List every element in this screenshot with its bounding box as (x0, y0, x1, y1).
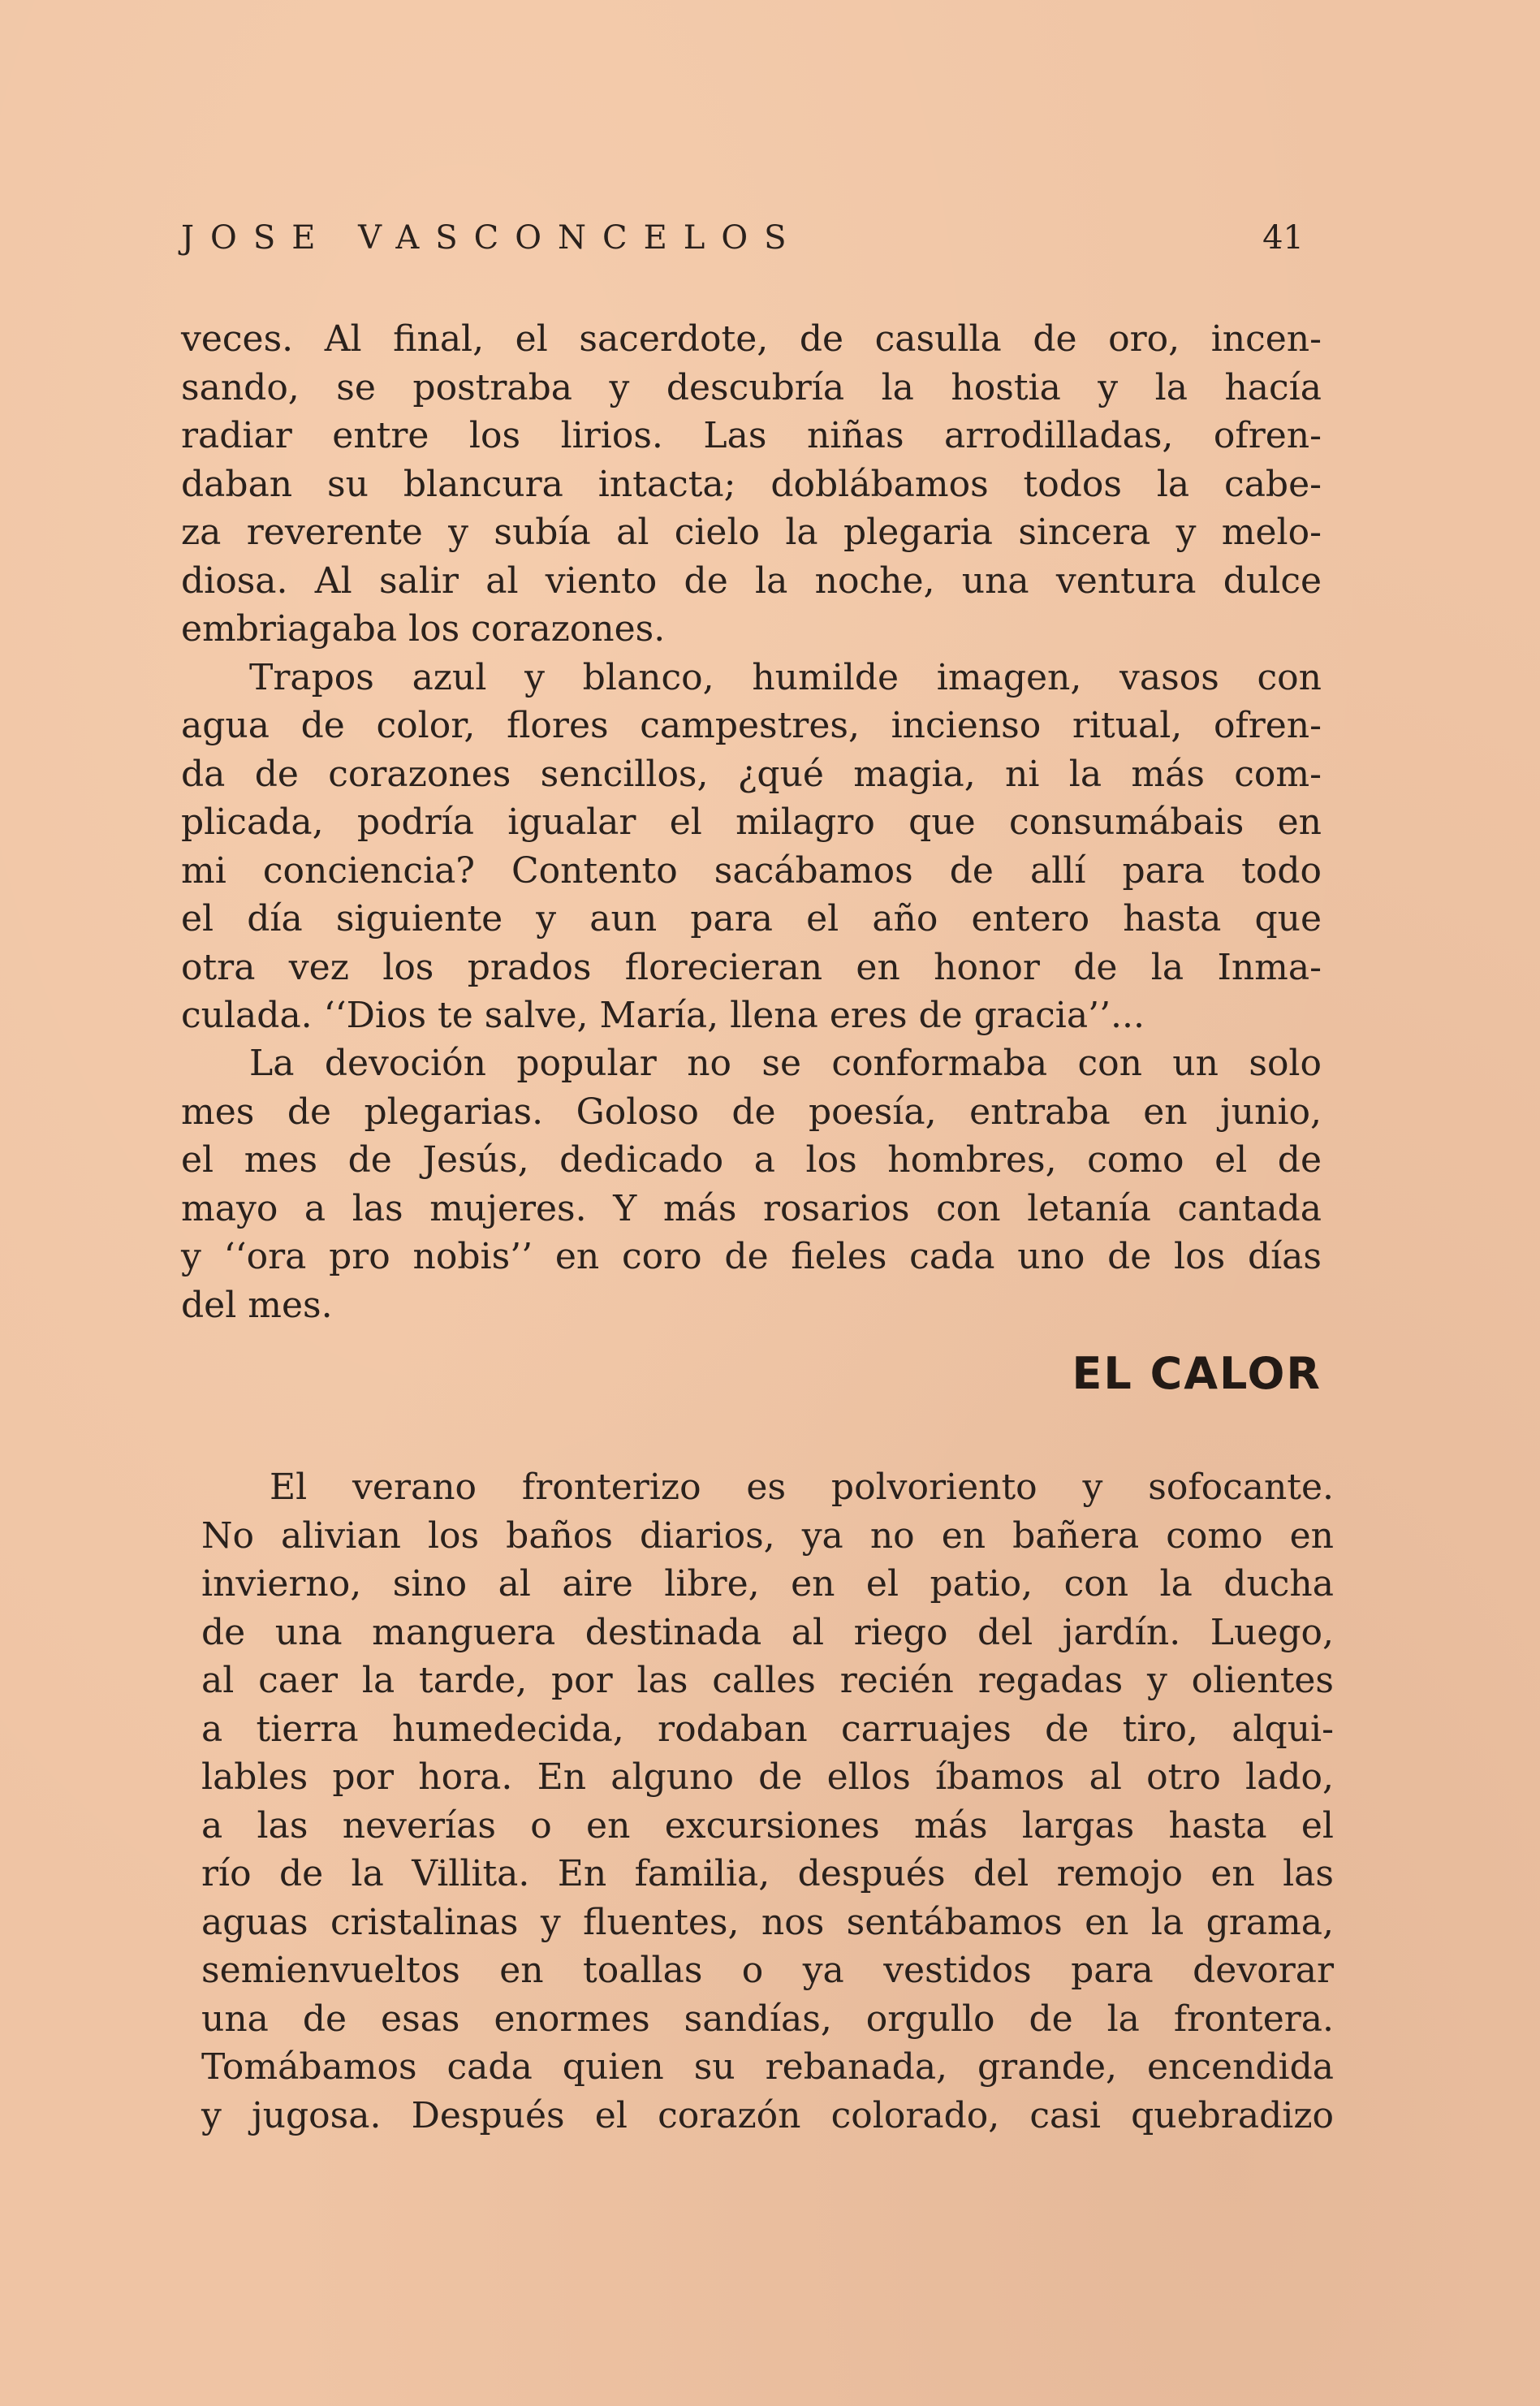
text-line: La devoción popular no se conformaba con un solo (249, 1043, 1322, 1084)
text-line: una de esas enormes sandías, orgullo de la frontera. (201, 1998, 1334, 2040)
text-line: a tierra humedecida, rodaban carruajes de tiro, alqui- (201, 1708, 1334, 1750)
text-line: otra vez los prados florecieran en honor de la Inma- (181, 946, 1322, 988)
text-line: plicada, podría igualar el milagro que consumábais en (181, 801, 1322, 843)
text-line: a las neverías o en excursiones más largas hasta el (201, 1804, 1334, 1847)
text-line: Tomábamos cada quien su rebanada, grande, encendida (201, 2046, 1334, 2088)
text-line: mayo a las mujeres. Y más rosarios con letanía cantada (181, 1187, 1322, 1229)
text-line: culada. ‘‘Dios te salve, María, llena eres de gracia’’... (181, 995, 1145, 1036)
section-body-text (201, 1463, 1334, 2140)
text-line: mes de plegarias. Goloso de poesía, entraba en junio, (181, 1091, 1322, 1133)
body-text-top (181, 315, 1322, 1040)
text-line: mi conciencia? Contento sacábamos de allí para todo (181, 849, 1322, 892)
author-name: JOSE VASCONCELOS (181, 219, 803, 257)
text-line: lables por hora. En alguno de ellos íbamos al otro lado, (201, 1756, 1334, 1798)
text-line: el mes de Jesús, dedicado a los hombres, como el de (181, 1139, 1322, 1181)
text-line: de una manguera destinada al riego del jardín. Luego, (201, 1611, 1334, 1653)
text-line: aguas cristalinas y fluentes, nos sentábamos en la grama, (201, 1901, 1334, 1943)
text-line: El verano fronterizo es polvoriento y sofocante. (270, 1466, 1334, 1508)
text-line: da de corazones sencillos, ¿qué magia, ni la más com- (181, 753, 1322, 795)
text-line: embriagaba los corazones. (181, 608, 666, 650)
text-line: río de la Villita. En familia, después del remojo en las (201, 1853, 1334, 1894)
text-line: radiar entre los lirios. Las niñas arrodilladas, ofren- (181, 415, 1322, 456)
running-head (181, 219, 1304, 268)
text-line: diosa. Al salir al viento de la noche, una ventura dulce (181, 559, 1322, 602)
section-heading: EL CALOR (1072, 1348, 1322, 1399)
text-line: agua de color, flores campestres, incienso ritual, ofren- (181, 705, 1322, 746)
text-line: invierno, sino al aire libre, en el patio, con la ducha (201, 1563, 1334, 1605)
text-line: No alivian los baños diarios, ya no en bañera como en (201, 1514, 1334, 1557)
text-line: semienvueltos en toallas o ya vestidos para devorar (201, 1950, 1334, 1991)
text-line: al caer la tarde, por las calles recién regadas y olientes (201, 1660, 1334, 1701)
text-line: y jugosa. Después el corazón colorado, casi quebradizo (201, 2094, 1334, 2136)
text-line: sando, se postraba y descubría la hostia y la hacía (181, 366, 1322, 408)
body-text-middle (181, 1039, 1322, 1329)
text-line: Trapos azul y blanco, humilde imagen, vasos con (249, 656, 1322, 698)
text-line: y ‘‘ora pro nobis’’ en coro de fieles cada uno de los días (181, 1236, 1322, 1277)
text-line: del mes. (181, 1284, 333, 1326)
text-line: veces. Al final, el sacerdote, de casulla de oro, incen- (181, 318, 1322, 360)
text-line: za reverente y subía al cielo la plegaria sincera y melo- (181, 512, 1322, 553)
text-line: el día siguiente y aun para el año entero hasta que (181, 898, 1322, 940)
page-number: 41 (1262, 219, 1304, 257)
text-line: daban su blancura intacta; doblábamos todos la cabe- (181, 463, 1322, 505)
